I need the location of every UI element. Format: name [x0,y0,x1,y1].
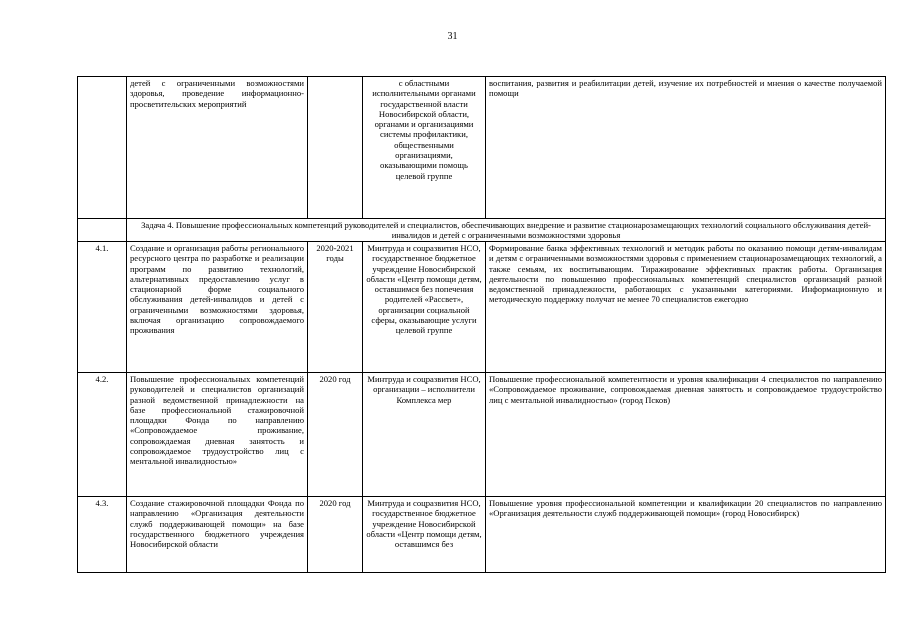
term-cell: 2020 год [308,497,363,573]
term-cell: 2020 год [308,373,363,497]
table-row [78,242,886,373]
executors-cell: с областными исполнительными органами государственной власти Новосибирской области, органами и организациями системы профилактики, общественными организациями, оказывающими помощь целевой группе [363,77,486,219]
result-cell: Повышение профессиональной компетентности и уровня квалификации 4 специалистов по направлению «Сопровождаемое проживание, сопровождаемая дневная занятость и сопровождаемое трудоустройство лиц с ментальной инвалидностью» (город Псков) [486,373,886,497]
task-header: Задача 4. Повышение профессиональных компетенций руководителей и специалистов, обеспечивающих внедрение и развитие стационарозамещающих технологий социального обслуживания детей-инвалидов и детей с ограниченными возможностями здоровья [127,219,886,242]
item-number [78,77,127,219]
activity-cell: Создание стажировочной площадки Фонда по направлению «Организация деятельности служб поддерживающей помощи» на базе государственного бюджетного учреждения Новосибирской области [127,497,308,573]
activity-cell: Повышение профессиональных компетенций руководителей и специалистов организаций разной ведомственной принадлежности на базе профессиональной стажировочной площадки Фонда по направлению «Сопровождаемое проживание, сопровождаемая дневная занятость и сопровождаемое трудоустройство лиц с ментальной инвалидностью» [127,373,308,497]
item-number: 4.1. [78,242,127,373]
executors-cell: Минтруда и соцразвития НСО, государственное бюджетное учреждение Новосибирской области «Центр помощи детям, оставшимся без [363,497,486,573]
activity-cell: Создание и организация работы регионального ресурсного центра по разработке и реализации программ по развитию технологий, альтернативных предоставлению услуг в стационарной форме социального обслуживания детей-инвалидов и детей с ограниченными возможностями здоровья, включая организацию сопровождаемого проживания [127,242,308,373]
task-number-cell [78,219,127,242]
activity-cell: детей с ограниченными возможностями здоровья, проведение информационно-просветительских мероприятий [127,77,308,219]
term-cell [308,77,363,219]
result-cell: Формирование банка эффективных технологий и методик работы по оказанию помощи детям-инвалидам и детям с ограниченными возможностями здоровья с применением стационарозамещающих технологий, а также семьям, их воспитывающим. Тиражирование эффективных практик работы. Организация деятельности по повышению профессиональных компетенций специалистов организаций разной ведомственной принадлежности, работающих с указанными категориями. Информационную и методическую поддержку получат не менее 70 специалистов ежегодно [486,242,886,373]
item-number: 4.3. [78,497,127,573]
result-cell: Повышение уровня профессиональной компетенции и квалификации 20 специалистов по направлению «Организация деятельности служб поддерживающей помощи» (город Новосибирск) [486,497,886,573]
page-number: 31 [447,31,458,42]
result-cell: воспитания, развития и реабилитации детей, изучение их потребностей и мнения о качестве получаемой помощи [486,77,886,219]
table-row [78,77,886,219]
action-plan-table [77,76,886,573]
task-header-row [78,219,886,242]
executors-cell: Минтруда и соцразвития НСО, организации – исполнители Комплекса мер [363,373,486,497]
item-number: 4.2. [78,373,127,497]
table-row [78,373,886,497]
executors-cell: Минтруда и соцразвития НСО, государственное бюджетное учреждение Новосибирской области «Центр помощи детям, оставшимся без попечения родителей «Рассвет», организации социальной сферы, оказывающие услуги целевой группе [363,242,486,373]
table-row [78,497,886,573]
term-cell: 2020-2021 годы [308,242,363,373]
